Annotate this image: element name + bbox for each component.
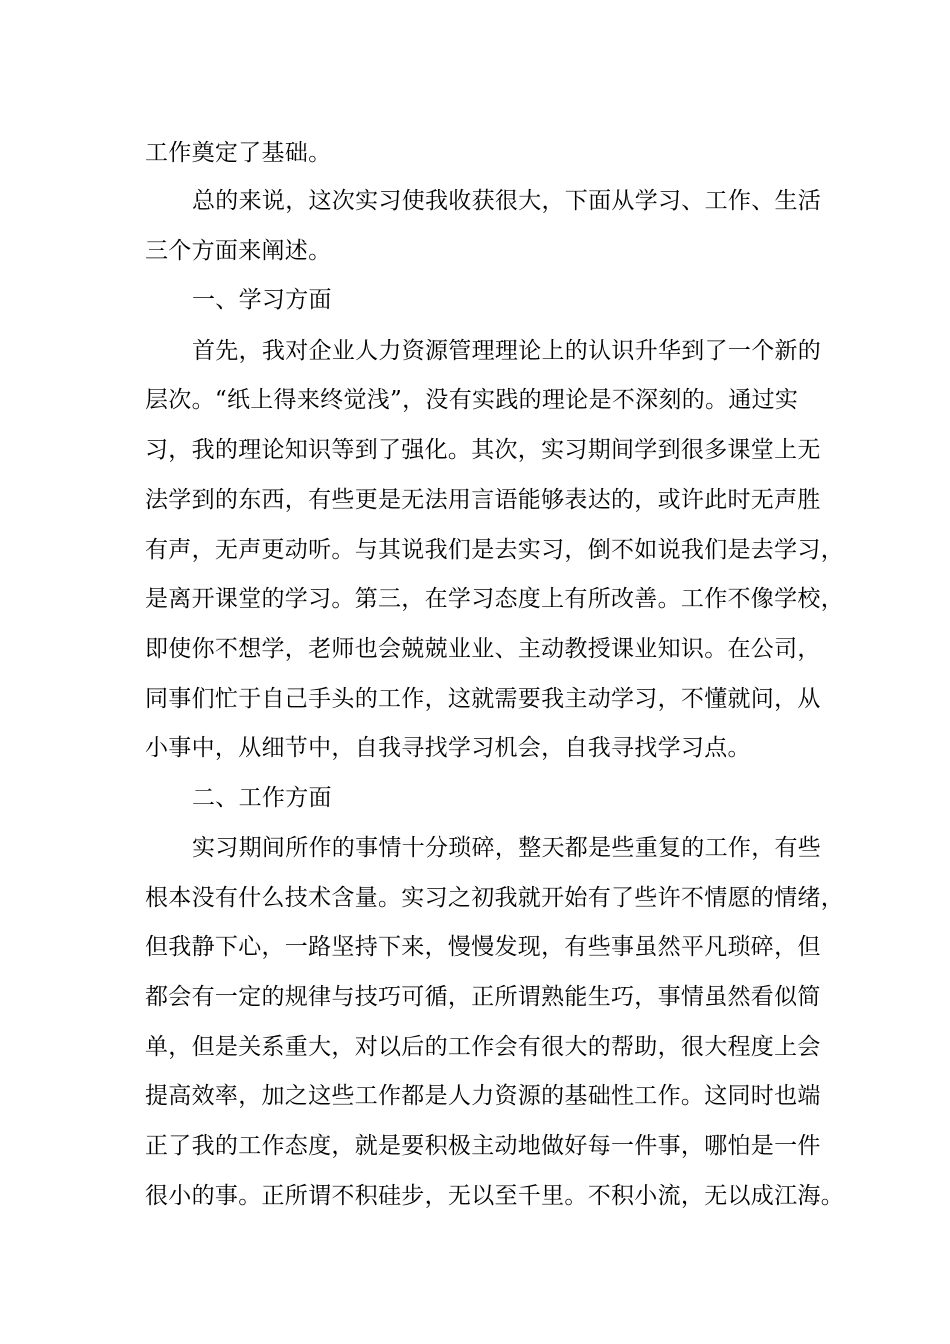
- text-line: 有声，无声更动听。与其说我们是去实习，倒不如说我们是去学习，: [145, 537, 844, 563]
- text-line: 小事中，从细节中，自我寻找学习机会，自我寻找学习点。: [145, 735, 751, 761]
- text-line: 很小的事。正所谓不积硅步，无以至千里。不积小流，无以成江海。: [145, 1183, 844, 1209]
- paragraph-first-line: 总的来说，这次实习使我收获很大，下面从学习、工作、生活: [192, 188, 822, 214]
- text-line: 根本没有什么技术含量。实习之初我就开始有了些许不情愿的情绪，: [145, 885, 844, 911]
- text-line: 单，但是关系重大，对以后的工作会有很大的帮助，很大程度上会: [145, 1034, 821, 1060]
- text-line: 层次。“纸上得来终觉浅”，没有实践的理论是不深刻的。通过实: [145, 387, 799, 413]
- paragraph-first-line: 首先，我对企业人力资源管理理论上的认识升华到了一个新的: [192, 338, 822, 364]
- text-line: 三个方面来阐述。: [145, 238, 332, 264]
- text-line: 是离开课堂的学习。第三，在学习态度上有所改善。工作不像学校，: [145, 586, 844, 612]
- text-line: 同事们忙于自己手头的工作，这就需要我主动学习，不懂就问，从: [145, 686, 821, 712]
- section-heading-study: 一、学习方面: [192, 287, 332, 313]
- paragraph-first-line: 实习期间所作的事情十分琐碎，整天都是些重复的工作，有些: [192, 835, 822, 861]
- text-line: 都会有一定的规律与技巧可循，正所谓熟能生巧，事情虽然看似简: [145, 984, 821, 1010]
- text-line: 习，我的理论知识等到了强化。其次，实习期间学到很多课堂上无: [145, 437, 821, 463]
- text-line: 但我静下心，一路坚持下来，慢慢发现，有些事虽然平凡琐碎，但: [145, 934, 821, 960]
- text-line: 即使你不想学，老师也会兢兢业业、主动教授课业知识。在公司，: [145, 636, 821, 662]
- text-line: 正了我的工作态度，就是要积极主动地做好每一件事，哪怕是一件: [145, 1133, 821, 1159]
- section-heading-work: 二、工作方面: [192, 785, 332, 811]
- text-line: 工作奠定了基础。: [145, 140, 332, 166]
- text-line: 提高效率，加之这些工作都是人力资源的基础性工作。这同时也端: [145, 1083, 821, 1109]
- text-line: 法学到的东西，有些更是无法用言语能够表达的，或许此时无声胜: [145, 487, 821, 513]
